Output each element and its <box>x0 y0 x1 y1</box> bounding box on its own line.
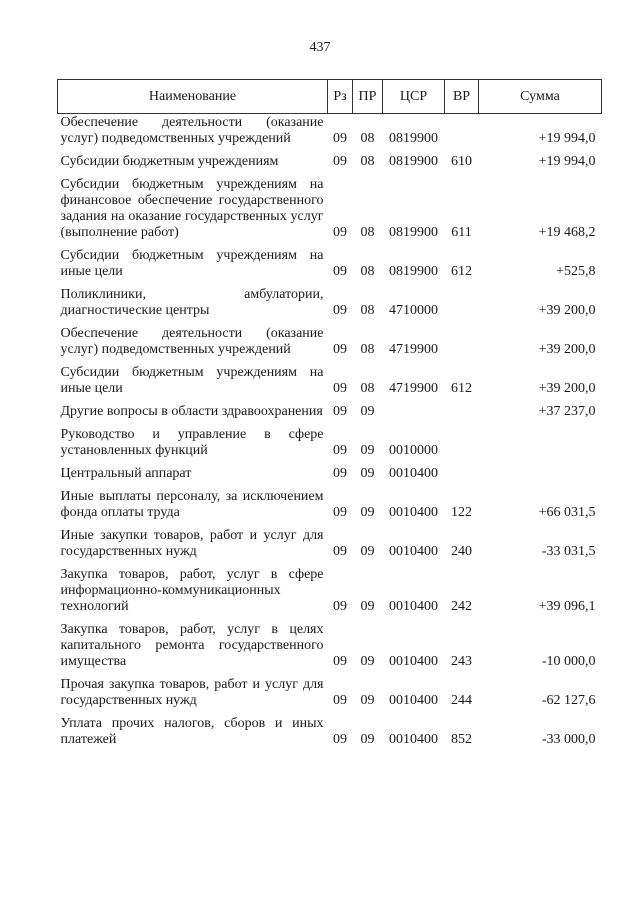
row-csr: 0010000 <box>389 443 438 458</box>
row-pr: 09 <box>360 693 375 708</box>
budget-table <box>57 79 602 752</box>
row-vr: 122 <box>451 505 472 520</box>
row-sum: +19 994,0 <box>538 131 596 146</box>
row-pr: 08 <box>360 342 375 357</box>
row-pr: 09 <box>360 599 375 614</box>
row-csr <box>383 401 445 424</box>
row-pr: 08 <box>360 131 375 146</box>
row-rz: 09 <box>333 303 347 318</box>
row-sum: +19 994,0 <box>538 154 596 169</box>
table-row <box>58 323 602 362</box>
row-vr <box>445 424 479 463</box>
row-pr: 09 <box>360 732 375 747</box>
row-name: Закупка товаров, работ, услуг в сфере информационно-коммуникационных технологий <box>60 567 324 614</box>
row-vr: 611 <box>451 225 472 240</box>
row-rz: 09 <box>333 264 347 279</box>
row-sum: -33 031,5 <box>541 544 596 559</box>
row-csr: 4719900 <box>389 342 438 357</box>
row-rz: 09 <box>333 466 347 481</box>
row-vr <box>445 401 479 424</box>
row-sum <box>479 424 602 463</box>
row-name: Обеспечение деятельности (оказание услуг) подведомственных учреждений <box>60 115 324 146</box>
row-pr: 09 <box>360 466 375 481</box>
row-name: Субсидии бюджетным учреждениям <box>60 154 279 169</box>
row-csr: 0819900 <box>389 225 438 240</box>
row-rz: 09 <box>333 693 347 708</box>
row-rz: 09 <box>333 599 347 614</box>
row-sum <box>479 463 602 486</box>
row-name: Прочая закупка товаров, работ и услуг для государственных нужд <box>60 677 324 708</box>
row-pr: 08 <box>360 303 375 318</box>
row-name: Субсидии бюджетным учреждениям на иные цели <box>60 365 324 396</box>
row-pr: 09 <box>360 443 375 458</box>
table-row <box>58 463 602 486</box>
row-csr: 0010400 <box>389 732 438 747</box>
row-csr: 0010400 <box>389 544 438 559</box>
table-row <box>58 362 602 401</box>
row-sum: +19 468,2 <box>538 225 596 240</box>
row-name: Другие вопросы в области здравоохранения <box>60 404 323 419</box>
table-row <box>58 401 602 424</box>
row-name: Уплата прочих налогов, сборов и иных платежей <box>60 716 324 747</box>
table-row <box>58 619 602 674</box>
row-rz: 09 <box>333 131 347 146</box>
row-csr: 0819900 <box>389 264 438 279</box>
row-name: Закупка товаров, работ, услуг в целях капитального ремонта государственного имущества <box>60 622 324 669</box>
row-vr: 610 <box>451 154 472 169</box>
header-name: Наименование <box>58 80 328 114</box>
row-rz: 09 <box>333 154 347 169</box>
row-csr: 4710000 <box>389 303 438 318</box>
row-sum: -62 127,6 <box>541 693 596 708</box>
row-name: Иные закупки товаров, работ и услуг для государственных нужд <box>60 528 324 559</box>
table-row <box>58 713 602 752</box>
header-vr: ВР <box>445 80 479 114</box>
table-row <box>58 284 602 323</box>
row-pr: 09 <box>360 505 375 520</box>
row-sum: +39 200,0 <box>538 381 596 396</box>
header-sum: Сумма <box>479 80 602 114</box>
row-rz: 09 <box>333 225 347 240</box>
table-row <box>58 525 602 564</box>
page-number: 437 <box>309 40 331 55</box>
row-sum: +39 200,0 <box>538 303 596 318</box>
row-rz: 09 <box>333 443 347 458</box>
row-name: Обеспечение деятельности (оказание услуг) подведомственных учреждений <box>60 326 324 357</box>
table-row <box>58 674 602 713</box>
table-row <box>58 114 602 152</box>
table-body <box>58 114 602 753</box>
header-row <box>58 80 602 114</box>
row-pr: 09 <box>360 404 375 419</box>
row-name: Центральный аппарат <box>60 466 192 481</box>
row-csr: 0010400 <box>389 693 438 708</box>
row-csr: 0010400 <box>389 505 438 520</box>
table-row <box>58 486 602 525</box>
row-rz: 09 <box>333 654 347 669</box>
row-vr <box>445 114 479 152</box>
table-row <box>58 174 602 245</box>
header-rz: Рз <box>328 80 353 114</box>
row-sum: +39 200,0 <box>538 342 596 357</box>
table-row <box>58 151 602 174</box>
row-sum: -33 000,0 <box>541 732 596 747</box>
header-csr: ЦСР <box>383 80 445 114</box>
row-sum: -10 000,0 <box>541 654 596 669</box>
row-pr: 09 <box>360 544 375 559</box>
row-pr: 08 <box>360 264 375 279</box>
table-header <box>58 80 602 114</box>
row-vr: 612 <box>451 381 472 396</box>
row-vr <box>445 463 479 486</box>
row-csr: 0010400 <box>389 599 438 614</box>
row-csr: 0819900 <box>389 131 438 146</box>
row-csr: 0010400 <box>389 654 438 669</box>
row-sum: +39 096,1 <box>538 599 596 614</box>
row-rz: 09 <box>333 732 347 747</box>
row-name: Руководство и управление в сфере установленных функций <box>60 427 324 458</box>
row-sum: +37 237,0 <box>538 404 596 419</box>
row-csr: 0010400 <box>389 466 438 481</box>
row-rz: 09 <box>333 404 347 419</box>
row-sum: +525,8 <box>556 264 596 279</box>
row-pr: 08 <box>360 154 375 169</box>
row-pr: 08 <box>360 381 375 396</box>
table-row <box>58 424 602 463</box>
row-vr: 242 <box>451 599 472 614</box>
table-row <box>58 245 602 284</box>
table-row <box>58 564 602 619</box>
row-vr: 240 <box>451 544 472 559</box>
row-name: Иные выплаты персоналу, за исключением фонда оплаты труда <box>60 489 324 520</box>
row-pr: 08 <box>360 225 375 240</box>
row-vr: 612 <box>451 264 472 279</box>
row-name: Субсидии бюджетным учреждениям на финансовое обеспечение государственного задания на оказание государственных услуг (выполнение работ) <box>60 177 324 240</box>
row-vr <box>445 323 479 362</box>
row-vr <box>445 284 479 323</box>
row-pr: 09 <box>360 654 375 669</box>
row-rz: 09 <box>333 381 347 396</box>
row-csr: 0819900 <box>389 154 438 169</box>
row-vr: 243 <box>451 654 472 669</box>
header-pr: ПР <box>353 80 383 114</box>
row-sum: +66 031,5 <box>538 505 596 520</box>
row-vr: 852 <box>451 732 472 747</box>
row-rz: 09 <box>333 342 347 357</box>
row-rz: 09 <box>333 544 347 559</box>
row-csr: 4719900 <box>389 381 438 396</box>
row-name: Субсидии бюджетным учреждениям на иные цели <box>60 248 324 279</box>
row-name: Поликлиники, амбулатории, диагностические центры <box>60 287 324 318</box>
row-vr: 244 <box>451 693 472 708</box>
row-rz: 09 <box>333 505 347 520</box>
